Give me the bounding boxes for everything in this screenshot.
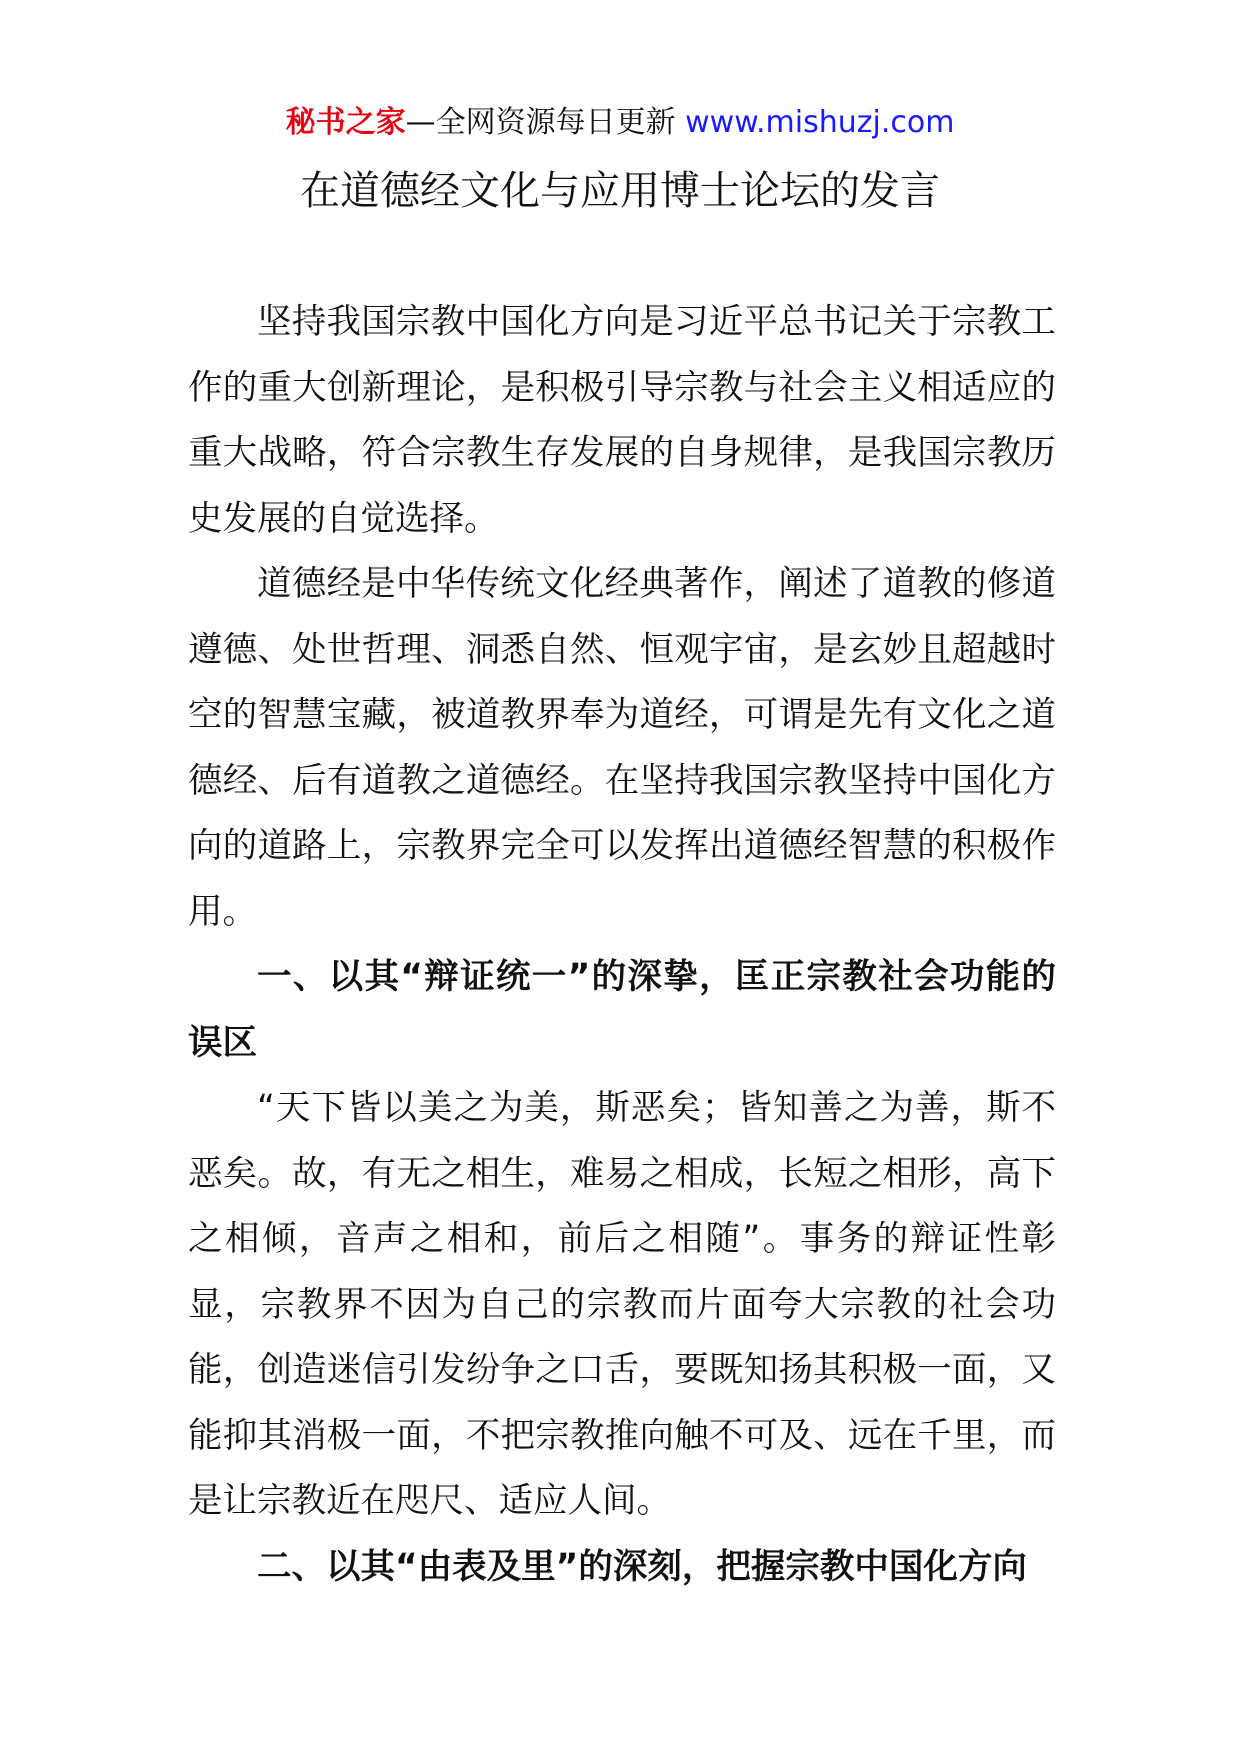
website-url[interactable]: www.mishuzj.com: [685, 105, 955, 140]
header-slogan: —全网资源每日更新: [405, 105, 686, 140]
paragraph: 坚持我国宗教中国化方向是习近平总书记关于宗教工作的重大创新理论，是积极引导宗教与社会主义相适应的重大战略，符合宗教生存发展的自身规律，是我国宗教历史发展的自觉选择。: [188, 302, 1056, 539]
brand-name: 秘书之家: [285, 105, 406, 140]
paragraph: 道德经是中华传统文化经典著作，阐述了道教的修道遵德、处世哲理、洞悉自然、恒观宇宙，是玄妙且超越时空的智慧宝藏，被道教界奉为道经，可谓是先有文化之道德经、后有道教之道德经。在坚持我国宗教坚持中国化方向的道路上，宗教界完全可以发挥出道德经智慧的积极作用。: [188, 564, 1056, 932]
paragraph: “天下皆以美之为美，斯恶矣；皆知善之为善，斯不恶矣。故，有无之相生，难易之相成，长短之相形，高下之相倾，音声之相和，前后之相随”。事务的辩证性彰显，宗教界不因为自己的宗教而片面夸大宗教的社会功能，创造迷信引发纷争之口舌，要既知扬其积极一面，又能抑其消极一面，不把宗教推向触不可及、远在千里，而是让宗教近在咫尺、适应人间。: [188, 1088, 1056, 1521]
document-body: [188, 290, 1056, 1600]
watermark-header: [0, 100, 1240, 146]
section-heading: 二、以其“由表及里”的深刻，把握宗教中国化方向: [257, 1546, 1027, 1587]
section-heading: 一、以其“辩证统一”的深挚，匡正宗教社会功能的误区: [188, 957, 1056, 1063]
document-title: 在道德经文化与应用博士论坛的发言: [300, 168, 940, 214]
